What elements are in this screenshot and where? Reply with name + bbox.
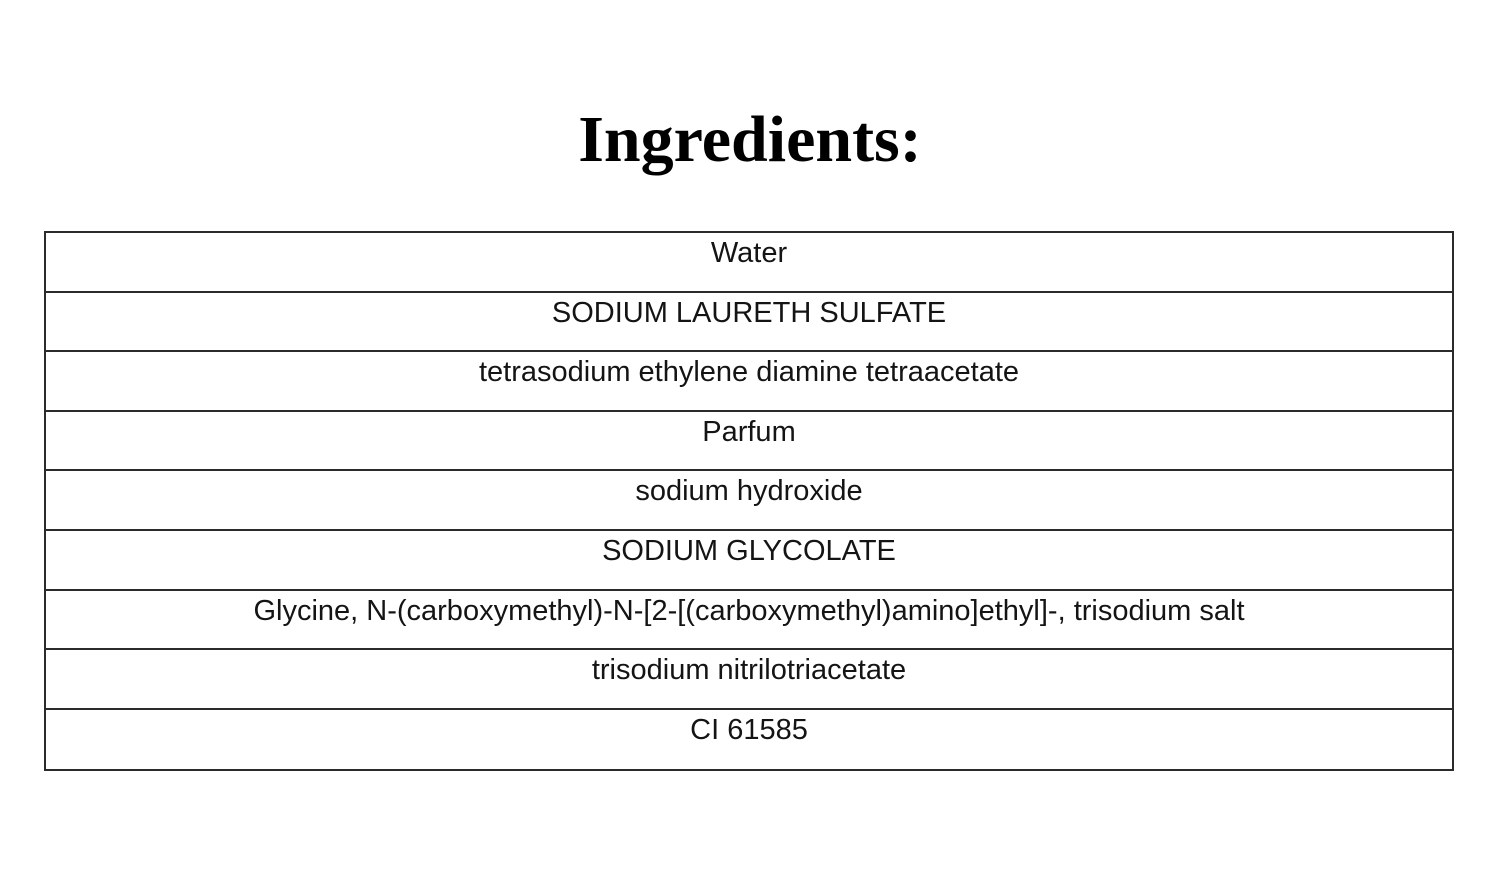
ingredient-row: SODIUM LAURETH SULFATE xyxy=(46,293,1452,353)
ingredient-row: Water xyxy=(46,233,1452,293)
ingredient-row: Glycine, N-(carboxymethyl)-N-[2-[(carboxymethyl)amino]ethyl]-, trisodium salt xyxy=(46,591,1452,651)
ingredient-row: trisodium nitrilotriacetate xyxy=(46,650,1452,710)
ingredients-table xyxy=(44,231,1454,771)
ingredient-row: tetrasodium ethylene diamine tetraacetate xyxy=(46,352,1452,412)
ingredient-row: Parfum xyxy=(46,412,1452,472)
ingredient-row: SODIUM GLYCOLATE xyxy=(46,531,1452,591)
ingredient-row: sodium hydroxide xyxy=(46,471,1452,531)
ingredient-row: CI 61585 xyxy=(690,713,808,746)
page-title: Ingredients: xyxy=(578,103,922,176)
